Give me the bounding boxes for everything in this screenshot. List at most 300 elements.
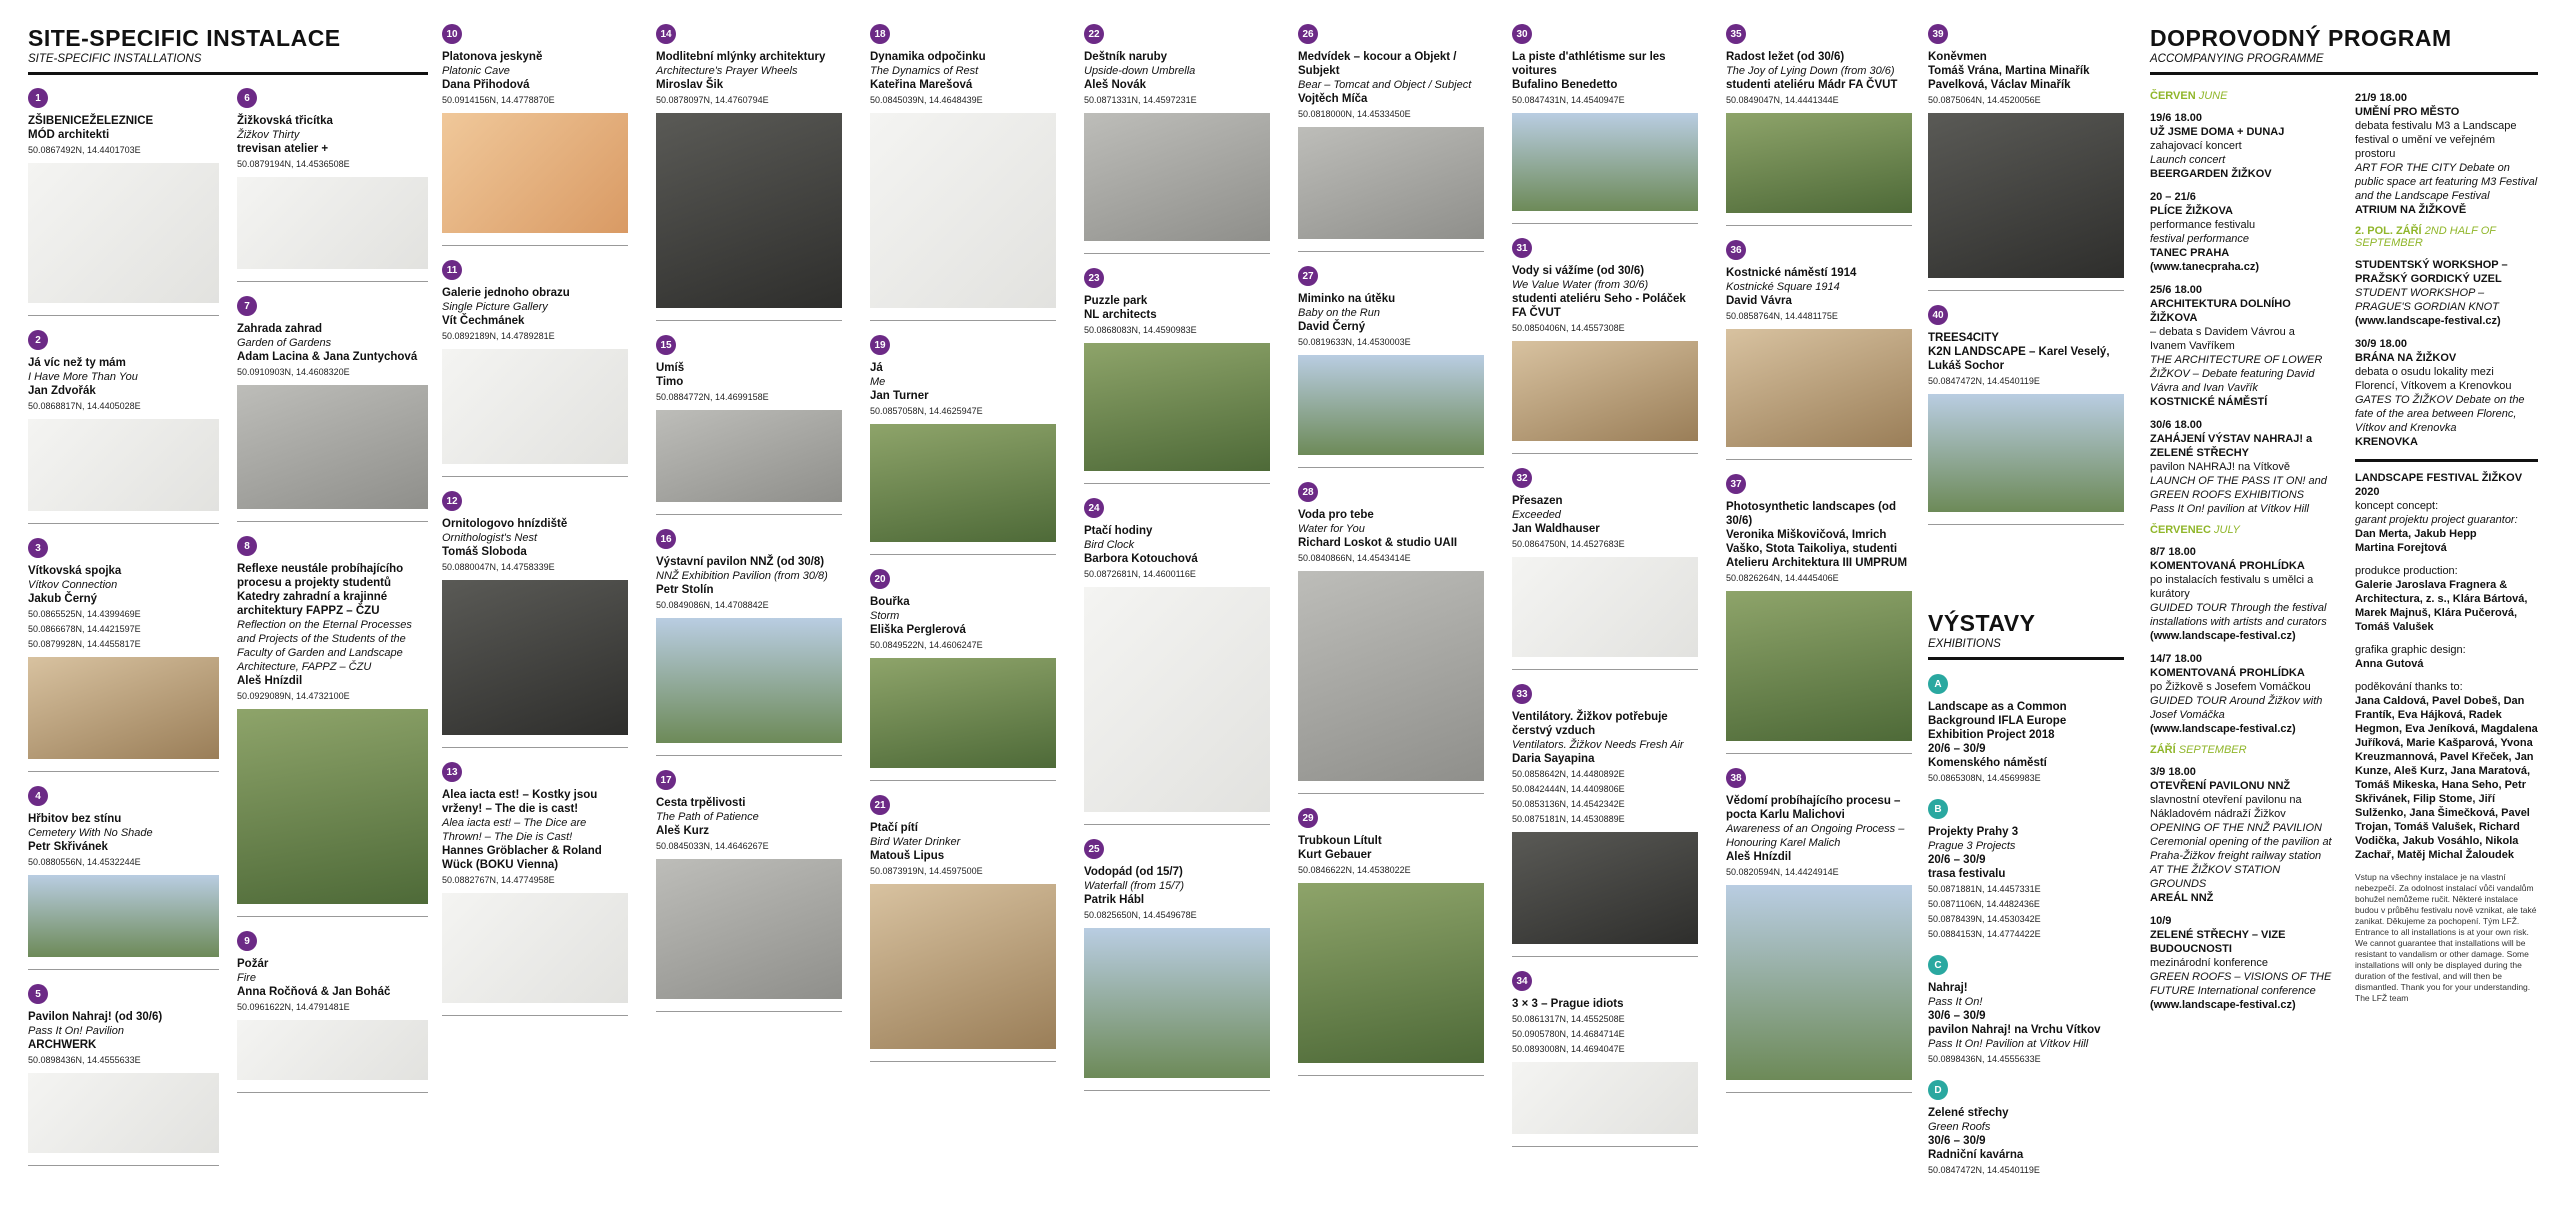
entry-divider <box>1084 483 1270 484</box>
event-description-en: GATES TO ŽIŽKOV Debate on the fate of the area between Florenc, Vítkov and Krenovka <box>2355 394 2525 434</box>
exhibition-date: 20/6 – 30/9 <box>1928 854 1986 866</box>
installation-author: Jan Turner <box>870 390 929 402</box>
event-place: BEERGARDEN ŽIŽKOV <box>2150 168 2272 180</box>
event-description: zahajovací koncert <box>2150 140 2242 152</box>
number-badge: 20 <box>870 569 890 589</box>
number-badge: 38 <box>1726 768 1746 788</box>
entry-divider <box>237 1092 428 1093</box>
gps-coordinate: 50.0845033N, 14.4646267E <box>656 841 769 851</box>
exhibition-entry <box>1928 799 2124 941</box>
event-description-en: garant projektu project guarantor: <box>2355 514 2518 526</box>
installation-entry <box>237 88 428 282</box>
installation-author: Petr Skřivánek <box>28 841 108 853</box>
si-rule <box>28 72 428 75</box>
installation-author: Jan Waldhauser <box>1512 523 1600 535</box>
event-place: AREÁL NNŽ <box>2150 892 2214 904</box>
installation-subtitle: The Path of Patience <box>656 811 759 823</box>
installation-title: Ptačí pítí <box>870 822 918 834</box>
month-en: JULY <box>2214 524 2240 536</box>
installation-photo <box>442 893 628 1003</box>
installation-author: ARCHWERK <box>28 1039 97 1051</box>
installation-photo <box>1512 341 1698 441</box>
exhibition-date: 20/6 – 30/9 <box>1928 743 1986 755</box>
entry-divider <box>1512 453 1698 454</box>
entry-divider <box>1512 1146 1698 1147</box>
installation-photo <box>1512 113 1698 211</box>
gps-coordinate: 50.0857058N, 14.4625947E <box>870 406 983 416</box>
event-title: STUDENTSKÝ WORKSHOP – PRAŽSKÝ GORDICKÝ UZEL <box>2355 259 2508 285</box>
installation-title: Miminko na útěku <box>1298 293 1396 305</box>
installation-subtitle: NNŽ Exhibition Pavilion (from 30/8) <box>656 570 828 582</box>
event-place: ATRIUM NA ŽIŽKOVĚ <box>2355 204 2467 216</box>
installation-title: Vodopád (od 15/7) <box>1084 866 1183 878</box>
installation-author: studenti ateliéru Seho - Poláček FA ČVUT <box>1512 293 1686 319</box>
number-badge: 5 <box>28 984 48 1004</box>
installation-entry <box>1928 305 2124 525</box>
gps-coordinate: 50.0873919N, 14.4597500E <box>870 866 983 876</box>
installation-photo <box>28 1073 219 1153</box>
installation-entry <box>1726 240 1912 460</box>
dp-rule <box>2150 72 2538 75</box>
installation-entry <box>1512 24 1698 224</box>
installation-author: Miroslav Šik <box>656 79 724 91</box>
exhibition-title: Zelené střechy <box>1928 1107 2009 1119</box>
event-place: (www.landscape-festival.cz) <box>2150 999 2296 1011</box>
installation-subtitle: Platonic Cave <box>442 65 510 77</box>
installation-author: Aleš Hnízdil <box>237 675 303 687</box>
entry-divider <box>1928 290 2124 291</box>
event-title: BRÁNA NA ŽIŽKOV <box>2355 352 2457 364</box>
installation-subtitle: Upside-down Umbrella <box>1084 65 1196 77</box>
programme-event <box>2150 190 2333 274</box>
gps-coordinate: 50.0871881N, 14.4457331E <box>1928 884 2041 894</box>
month-heading <box>2150 744 2333 756</box>
event-title: UŽ JSME DOMA + DUNAJ <box>2150 126 2285 138</box>
event-description-en: Pass It On! pavilion at Vítkov Hill <box>2150 503 2309 515</box>
exhibition-entry <box>1928 674 2124 785</box>
event-date: 30/6 18.00 <box>2150 419 2202 431</box>
installation-subtitle: Garden of Gardens <box>237 337 332 349</box>
number-badge: 27 <box>1298 266 1318 286</box>
event-title: KOMENTOVANÁ PROHLÍDKA <box>2150 667 2305 679</box>
event-place: Anna Gutová <box>2355 658 2424 670</box>
installation-photo <box>656 859 842 999</box>
installation-entry <box>1298 808 1484 1076</box>
entry-divider <box>870 554 1056 555</box>
programme-column <box>2150 0 2538 1012</box>
installation-author: Veronika Miškovičová, Imrich Vaško, Stota Taikoliya, studenti Atelieru Architektura III UMPRUM <box>1726 529 1908 569</box>
gps-coordinate: 50.0861317N, 14.4552508E <box>1512 1014 1625 1024</box>
installation-photo <box>1928 394 2124 512</box>
gps-coordinate: 50.0892189N, 14.4789281E <box>442 331 555 341</box>
programme-event <box>2355 564 2538 634</box>
event-description: grafika graphic design: <box>2355 644 2466 656</box>
installation-photo <box>1726 591 1912 741</box>
programme-rule <box>2355 459 2538 462</box>
gps-coordinate: 50.0880556N, 14.4532244E <box>28 857 141 867</box>
installation-photo <box>1726 113 1912 213</box>
entry-divider <box>656 514 842 515</box>
programme-event <box>2355 680 2538 862</box>
number-badge: 19 <box>870 335 890 355</box>
event-date: 19/6 18.00 <box>2150 112 2202 124</box>
installation-title: Kostnické náměstí 1914 <box>1726 267 1857 279</box>
installation-title: Ptačí hodiny <box>1084 525 1153 537</box>
number-badge: 29 <box>1298 808 1318 828</box>
number-badge: 8 <box>237 536 257 556</box>
installation-author: Eliška Perglerová <box>870 624 966 636</box>
event-description: po Žižkově s Josefem Vomáčkou <box>2150 681 2311 693</box>
entry-divider <box>28 771 219 772</box>
installation-column <box>442 24 628 1016</box>
installation-title: Reflexe neustále probíhajícího procesu a projekty studentů Katedry zahradní a krajinné architektury FAPPZ – ČZU <box>237 563 404 617</box>
dp-title: DOPROVODNÝ PROGRAM <box>2150 25 2452 51</box>
gps-coordinate: 50.0849522N, 14.4606247E <box>870 640 983 650</box>
event-date: 20 – 21/6 <box>2150 191 2196 203</box>
number-badge: 18 <box>870 24 890 44</box>
gps-coordinate: 50.0826264N, 14.4445406E <box>1726 573 1839 583</box>
entry-divider <box>237 916 428 917</box>
installation-title: Žižkovská třicítka <box>237 115 333 127</box>
installation-subtitle: Vítkov Connection <box>28 579 118 591</box>
number-badge: 33 <box>1512 684 1532 704</box>
installation-entry <box>870 24 1056 321</box>
gps-coordinate: 50.0818000N, 14.4533450E <box>1298 109 1411 119</box>
gps-coordinate: 50.0880047N, 14.4758339E <box>442 562 555 572</box>
programme-event <box>2150 283 2333 409</box>
programme-event <box>2150 418 2333 516</box>
installation-entry <box>1298 266 1484 468</box>
installation-author: Matouš Lipus <box>870 850 945 862</box>
month-en: SEPTEMBER <box>2178 744 2247 756</box>
split-right <box>237 88 428 1166</box>
installation-author: Kurt Gebauer <box>1298 849 1372 861</box>
entry-divider <box>1726 753 1912 754</box>
exhibition-subtitle: Prague 3 Projects <box>1928 840 2016 852</box>
installation-photo <box>28 419 219 511</box>
installation-entry <box>237 296 428 522</box>
number-badge: 22 <box>1084 24 1104 44</box>
installation-subtitle: Ornithologist's Nest <box>442 532 538 544</box>
event-title: ZELENÉ STŘECHY – VIZE BUDOUCNOSTI <box>2150 929 2286 955</box>
installation-entry <box>656 24 842 321</box>
entry-divider <box>28 523 219 524</box>
entry-divider <box>442 245 628 246</box>
installation-subtitle: I Have More Than You <box>28 371 138 383</box>
number-badge: 12 <box>442 491 462 511</box>
programme-right <box>2355 82 2538 1012</box>
entry-divider <box>870 320 1056 321</box>
installation-entry <box>28 88 219 316</box>
installation-title: TREES4CITY <box>1928 332 1999 344</box>
gps-coordinate: 50.0840866N, 14.4543414E <box>1298 553 1411 563</box>
installation-author: Richard Loskot & studio UAII <box>1298 537 1458 549</box>
installation-column <box>870 24 1056 1062</box>
event-description-en: GUIDED TOUR Around Žižkov with Josef Vomáčka <box>2150 695 2323 721</box>
installation-author: Jan Zdvořák <box>28 385 96 397</box>
installation-title: Dynamika odpočinku <box>870 51 986 63</box>
installation-photo <box>656 618 842 743</box>
entry-divider <box>1726 225 1912 226</box>
installation-title: Medvídek – kocour a Objekt / Subjekt <box>1298 51 1457 77</box>
installation-author: studenti ateliéru Mádr FA ČVUT <box>1726 79 1898 91</box>
installation-entry <box>656 770 842 1012</box>
installation-author: Vít Čechmánek <box>442 315 525 327</box>
installation-title: Photosynthetic landscapes (od 30/6) <box>1726 501 1896 527</box>
gps-coordinate: 50.0884772N, 14.4699158E <box>656 392 769 402</box>
installation-subtitle: Ventilators. Žižkov Needs Fresh Air <box>1512 739 1684 751</box>
gps-coordinate: 50.0878439N, 14.4530342E <box>1928 914 2041 924</box>
programme-event <box>2150 765 2333 905</box>
event-description-en: LAUNCH OF THE PASS IT ON! and GREEN ROOFS EXHIBITIONS <box>2150 475 2327 501</box>
number-badge: 35 <box>1726 24 1746 44</box>
entry-divider <box>870 780 1056 781</box>
installation-entry <box>442 24 628 246</box>
installation-photo <box>870 658 1056 768</box>
month-en: JUNE <box>2198 90 2228 102</box>
number-badge: 2 <box>28 330 48 350</box>
installation-title: Galerie jednoho obrazu <box>442 287 570 299</box>
event-description-en: THE ARCHITECTURE OF LOWER ŽIŽKOV – Debate featuring David Vávra and Ivan Vavřík <box>2150 354 2323 394</box>
installation-author: NL architects <box>1084 309 1157 321</box>
installation-photo <box>1084 928 1270 1078</box>
entry-divider <box>28 315 219 316</box>
installation-photo <box>442 113 628 233</box>
installation-subtitle: Cemetery With No Shade <box>28 827 153 839</box>
installation-title: Alea iacta est! – Kostky jsou vrženy! – The die is cast! <box>442 789 598 815</box>
installation-photo <box>1512 832 1698 944</box>
gps-coordinate: 50.0865525N, 14.4399469E <box>28 609 141 619</box>
installation-author: Petr Stolín <box>656 584 714 596</box>
gps-coordinate: 50.0849047N, 14.4441344E <box>1726 95 1839 105</box>
gps-coordinate: 50.0871331N, 14.4597231E <box>1084 95 1197 105</box>
event-description: poděkování thanks to: <box>2355 681 2463 693</box>
installation-title: Platonova jeskyně <box>442 51 543 63</box>
programme-event <box>2355 471 2538 555</box>
installation-photo <box>237 709 428 904</box>
installation-photo <box>1084 587 1270 812</box>
installation-title: Bouřka <box>870 596 910 608</box>
disclaimer-text: Vstup na všechny instalace je na vlastní nebezpečí. Za odolnost instalací vůči vandalům bohužel nemůžeme ručit. Některé instalace budou v průběhu festivalu nově vznikat, ale také zanikat. Děkujeme za pochopení. Tým LFŽ. Entrance to all installations is at your own risk. We cannot guarantee that installations will be resistant to vandalism or other damage. Some installations will only be displayed during the duration of the festival, and will then be dismantled. Thank you for your understanding. The LFŽ team <box>2355 872 2537 1003</box>
installation-subtitle: Baby on the Run <box>1298 307 1380 319</box>
installation-photo <box>1928 113 2124 278</box>
installation-photo <box>1084 113 1270 241</box>
installation-author: Hannes Gröblacher & Roland Wück (BOKU Vienna) <box>442 845 602 871</box>
installation-subtitle: Storm <box>870 610 900 622</box>
gps-coordinate: 50.0961622N, 14.4791481E <box>237 1002 350 1012</box>
split-left <box>28 88 219 1166</box>
installation-title: Hřbitov bez stínu <box>28 813 122 825</box>
gps-coordinate: 50.0872681N, 14.4600116E <box>1084 569 1196 579</box>
installation-author: Patrik Hábl <box>1084 894 1145 906</box>
entry-divider <box>1726 1092 1912 1093</box>
exhibition-date: 30/6 – 30/9 <box>1928 1135 1986 1147</box>
entry-divider <box>237 281 428 282</box>
installation-column <box>1928 24 2124 525</box>
exhibition-letter-badge: B <box>1928 799 1948 819</box>
number-badge: 37 <box>1726 474 1746 494</box>
event-description-en: STUDENT WORKSHOP – PRAGUE'S GORDIAN KNOT <box>2355 287 2499 313</box>
entry-divider <box>237 521 428 522</box>
event-date: 8/7 18.00 <box>2150 546 2196 558</box>
installation-subtitle: Single Picture Gallery <box>442 301 548 313</box>
exhibition-entry <box>1928 1080 2124 1177</box>
gps-coordinate: 50.0825650N, 14.4549678E <box>1084 910 1197 920</box>
installation-photo <box>237 1020 428 1080</box>
installation-author: Daria Sayapina <box>1512 753 1595 765</box>
installation-entry <box>28 984 219 1166</box>
gps-coordinate: 50.0847472N, 14.4540119E <box>1928 1165 2040 1175</box>
entry-divider <box>1084 1090 1270 1091</box>
installation-author: K2N LANDSCAPE – Karel Veselý, Lukáš Sochor <box>1928 346 2110 372</box>
installation-title: Koněvmen <box>1928 51 1987 63</box>
si-header <box>28 0 428 75</box>
gps-coordinate: 50.0847431N, 14.4540947E <box>1512 95 1625 105</box>
installation-author: Timo <box>656 376 684 388</box>
installation-author: Dana Přihodová <box>442 79 530 91</box>
dp-subtitle: ACCOMPANYING PROGRAMME <box>2150 53 2324 65</box>
event-place: Martina Forejtová <box>2355 542 2447 554</box>
event-description-en: OPENING OF THE NNŽ PAVILION Ceremonial opening of the pavilion at Praha-Žižkov freight railway station AT THE ŽIŽKOV STATION GROUNDS <box>2150 822 2332 890</box>
programme-event <box>2150 111 2333 181</box>
event-description: po instalacích festivalu s umělci a kurátory <box>2150 574 2314 600</box>
event-place: (www.landscape-festival.cz) <box>2150 723 2296 735</box>
event-title: OTEVŘENÍ PAVILONU NNŽ <box>2150 780 2291 792</box>
number-badge: 25 <box>1084 839 1104 859</box>
entry-divider <box>1726 459 1912 460</box>
entry-divider <box>442 747 628 748</box>
installation-author: Aleš Novák <box>1084 79 1147 91</box>
installation-subtitle: Bird Clock <box>1084 539 1135 551</box>
installation-column <box>1726 24 1912 1093</box>
event-title: ARCHITEKTURA DOLNÍHO ŽIŽKOVA <box>2150 298 2291 324</box>
installation-title: Přesazen <box>1512 495 1563 507</box>
installation-title: Vody si vážíme (od 30/6) <box>1512 265 1645 277</box>
number-badge: 23 <box>1084 268 1104 288</box>
installation-author: Tomáš Vrána, Martina Minařík Pavelková, Václav Minařík <box>1928 65 2090 91</box>
installation-title: Vědomí probíhajícího procesu – pocta Karlu Malichovi <box>1726 795 1901 821</box>
installation-column <box>1298 24 1484 1076</box>
installation-column <box>656 24 842 1012</box>
installation-title: Cesta trpělivosti <box>656 797 746 809</box>
gps-coordinate: 50.0875064N, 14.4520056E <box>1928 95 2041 105</box>
month-heading <box>2355 225 2538 249</box>
gps-coordinate: 50.0865308N, 14.4569983E <box>1928 773 2041 783</box>
installation-author: Jakub Černý <box>28 593 98 605</box>
entry-divider <box>1512 956 1698 957</box>
gps-coordinate: 50.0858764N, 14.4481175E <box>1726 311 1838 321</box>
installation-author: Anna Ročňová & Jan Boháč <box>237 986 391 998</box>
installation-photo <box>1726 885 1912 1080</box>
installation-photo <box>870 424 1056 542</box>
gps-coordinate: 50.0879194N, 14.4536508E <box>237 159 350 169</box>
number-badge: 3 <box>28 538 48 558</box>
entry-divider <box>870 1061 1056 1062</box>
entry-divider <box>1084 824 1270 825</box>
installation-photo <box>656 113 842 308</box>
event-place: (www.landscape-festival.cz) <box>2150 630 2296 642</box>
gps-coordinate: 50.0884153N, 14.4774422E <box>1928 929 2041 939</box>
entry-divider <box>1512 669 1698 670</box>
installation-photo <box>28 657 219 759</box>
installation-photo <box>442 580 628 735</box>
gps-coordinate: 50.0858642N, 14.4480892E <box>1512 769 1625 779</box>
number-badge: 10 <box>442 24 462 44</box>
number-badge: 39 <box>1928 24 1948 44</box>
event-description: debata festivalu M3 a Landscape festival o umění ve veřejném prostoru <box>2355 120 2517 160</box>
installation-subtitle: Alea iacta est! – The Dice are Thrown! – The Die is Cast! <box>442 817 587 843</box>
gps-coordinate: 50.0820594N, 14.4424914E <box>1726 867 1839 877</box>
number-badge: 15 <box>656 335 676 355</box>
installation-entry <box>656 335 842 515</box>
number-badge: 11 <box>442 260 462 280</box>
installation-photo <box>237 177 428 269</box>
number-badge: 16 <box>656 529 676 549</box>
month-cz: 2. POL. ZÁŘÍ <box>2355 225 2422 237</box>
installation-entry <box>1512 684 1698 957</box>
programme-event <box>2355 337 2538 449</box>
event-description: – debata s Davidem Vávrou a Ivanem Vavříkem <box>2150 326 2295 352</box>
number-badge: 21 <box>870 795 890 815</box>
installation-subtitle: Žižkov Thirty <box>237 129 300 141</box>
installation-photo <box>28 163 219 303</box>
installation-author: Adam Lacina & Jana Zuntychová <box>237 351 418 363</box>
gps-coordinate: 50.0845039N, 14.4648439E <box>870 95 983 105</box>
month-cz: ČERVEN <box>2150 90 2196 102</box>
exhibition-entry <box>1928 955 2124 1066</box>
installation-title: Ornitologovo hnízdiště <box>442 518 568 530</box>
installation-photo <box>1084 343 1270 471</box>
installation-entry <box>1084 498 1270 825</box>
entry-divider <box>656 1011 842 1012</box>
installation-entry <box>1726 24 1912 226</box>
si-subtitle: SITE-SPECIFIC INSTALLATIONS <box>28 53 202 65</box>
installation-title: Pavilon Nahraj! (od 30/6) <box>28 1011 163 1023</box>
installation-author: MÓD architekti <box>28 129 110 141</box>
programme-event <box>2355 91 2538 217</box>
event-date: 14/7 18.00 <box>2150 653 2202 665</box>
installation-subtitle: Exceeded <box>1512 509 1561 521</box>
installation-author: David Vávra <box>1726 295 1792 307</box>
installation-author: Kateřina Marešová <box>870 79 973 91</box>
installation-photo <box>1298 883 1484 1063</box>
gps-coordinate: 50.0878097N, 14.4760794E <box>656 95 769 105</box>
installation-entry <box>1512 971 1698 1147</box>
installation-entry <box>656 529 842 756</box>
installation-subtitle: Pass It On! Pavilion <box>28 1025 124 1037</box>
programme-event <box>2150 652 2333 736</box>
installation-entry <box>1298 482 1484 794</box>
gps-coordinate: 50.0846622N, 14.4538022E <box>1298 865 1411 875</box>
installation-author: David Černý <box>1298 321 1366 333</box>
event-description: koncept concept: <box>2355 500 2439 512</box>
entry-divider <box>1298 251 1484 252</box>
month-cz: ZÁŘÍ <box>2150 744 2176 756</box>
event-date: 21/9 18.00 <box>2355 92 2407 104</box>
entry-divider <box>28 1165 219 1166</box>
event-description-en: ART FOR THE CITY Debate on public space art featuring M3 Festival and the Landscape Festival <box>2355 162 2538 202</box>
programme-event <box>2150 914 2333 1012</box>
installation-title: Trubkoun Lítult <box>1298 835 1382 847</box>
installation-entry <box>442 260 628 477</box>
gps-coordinate: 50.0849086N, 14.4708842E <box>656 600 769 610</box>
installation-entry <box>1726 768 1912 1093</box>
installation-title: ZŠIBENICEŽELEZNICE <box>28 115 154 127</box>
installation-title: Vítkovská spojka <box>28 565 122 577</box>
exhibition-subtitle: Pass It On! <box>1928 996 1983 1008</box>
split-columns <box>28 88 428 1166</box>
number-badge: 30 <box>1512 24 1532 44</box>
